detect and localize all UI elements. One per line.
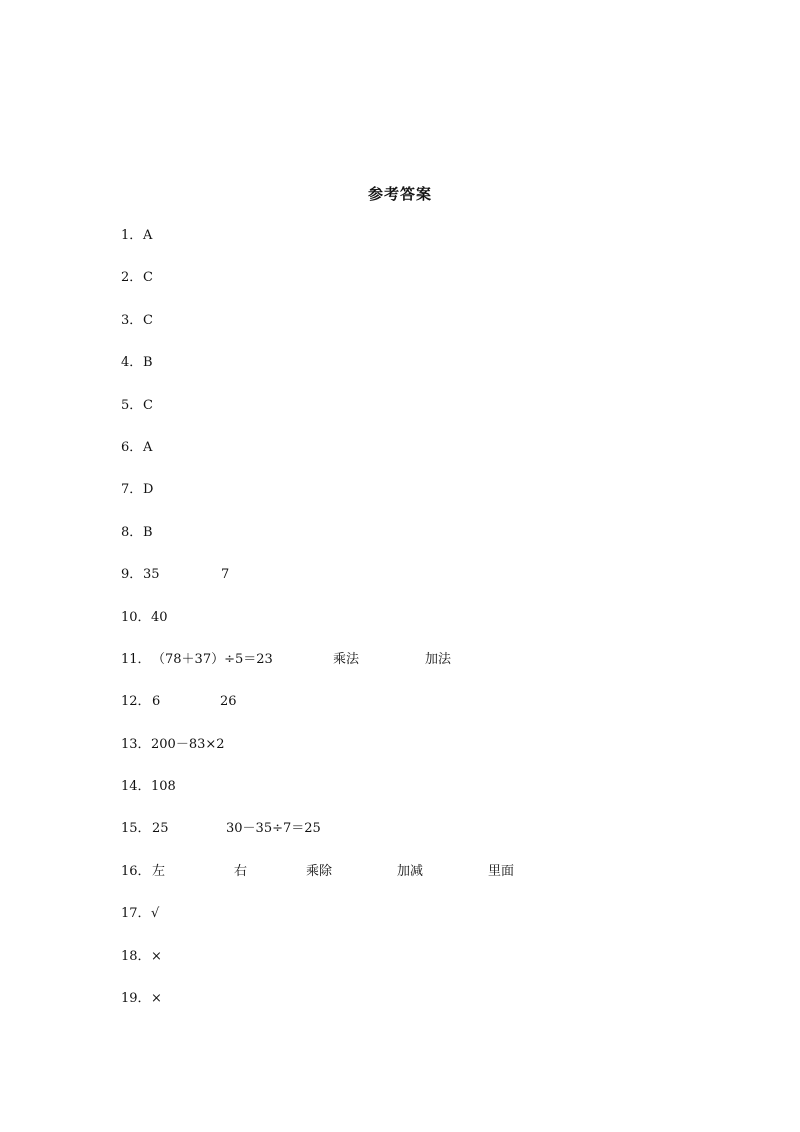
answer-row <box>121 312 721 354</box>
answer-value: × <box>151 991 162 1007</box>
answer-value: 108 <box>151 779 176 795</box>
answer-row <box>121 481 721 523</box>
answer-value: 40 <box>151 609 168 625</box>
answer-value: C <box>143 397 153 413</box>
answer-row <box>121 439 721 481</box>
answer-number: 18． <box>121 948 151 964</box>
answer-value: 乘法 <box>333 651 360 667</box>
answer-number: 17． <box>121 906 151 922</box>
answer-number: 7． <box>121 482 143 498</box>
answer-value: 25 <box>152 821 169 837</box>
answer-value: （78＋37）÷5＝23 <box>152 651 273 667</box>
answer-row <box>121 820 721 862</box>
answer-value: C <box>143 270 153 286</box>
answer-value: D <box>143 482 154 498</box>
answer-row <box>121 269 721 311</box>
answer-number: 8． <box>121 524 143 540</box>
answer-value: 右 <box>234 863 248 879</box>
answer-value: C <box>143 312 153 328</box>
answer-row <box>121 566 721 608</box>
answer-value: 左 <box>152 863 166 879</box>
answer-value: 加减 <box>397 863 424 879</box>
answer-number: 3． <box>121 312 143 328</box>
answer-number: 16． <box>121 863 151 879</box>
answer-number: 13． <box>121 736 151 752</box>
answer-number: 19． <box>121 991 151 1007</box>
answer-row <box>121 354 721 396</box>
answer-row <box>121 693 721 735</box>
answer-row <box>121 651 721 693</box>
answer-number: 1． <box>121 228 143 243</box>
answer-value: 30－35÷7＝25 <box>226 821 321 837</box>
answer-row <box>121 227 721 269</box>
answer-number: 15． <box>121 821 151 837</box>
answer-number: 11． <box>121 651 151 667</box>
answer-value: 26 <box>220 694 237 710</box>
answer-row <box>121 863 721 905</box>
answer-number: 14． <box>121 779 151 795</box>
answer-value: 200－83×2 <box>151 736 225 752</box>
answer-value: 7 <box>221 567 230 583</box>
answer-value: A <box>143 228 153 243</box>
page-title: 参考答案 <box>367 185 432 203</box>
answer-value: 乘除 <box>306 863 333 879</box>
answer-number: 10． <box>121 609 151 625</box>
answer-value: 里面 <box>488 863 515 879</box>
answer-value: × <box>151 948 162 964</box>
answer-row <box>121 609 721 651</box>
answer-row <box>121 948 721 990</box>
answer-number: 6． <box>121 439 143 455</box>
answer-row <box>121 524 721 566</box>
answer-number: 4． <box>121 355 143 371</box>
answer-row <box>121 736 721 778</box>
answer-number: 12． <box>121 694 151 710</box>
answer-number: 2． <box>121 270 143 286</box>
answer-value: √ <box>151 906 160 922</box>
answer-list <box>121 227 721 1032</box>
answer-value: B <box>143 355 153 371</box>
answer-value: A <box>143 439 153 455</box>
answer-row <box>121 397 721 439</box>
answer-value: B <box>143 524 153 540</box>
answer-row <box>121 778 721 820</box>
answer-number: 5． <box>121 397 143 413</box>
answer-row <box>121 990 721 1032</box>
answer-number: 9． <box>121 567 143 583</box>
answer-value: 35 <box>143 567 160 583</box>
answer-value: 加法 <box>425 651 452 667</box>
answer-value: 6 <box>152 694 161 710</box>
answer-row <box>121 905 721 947</box>
